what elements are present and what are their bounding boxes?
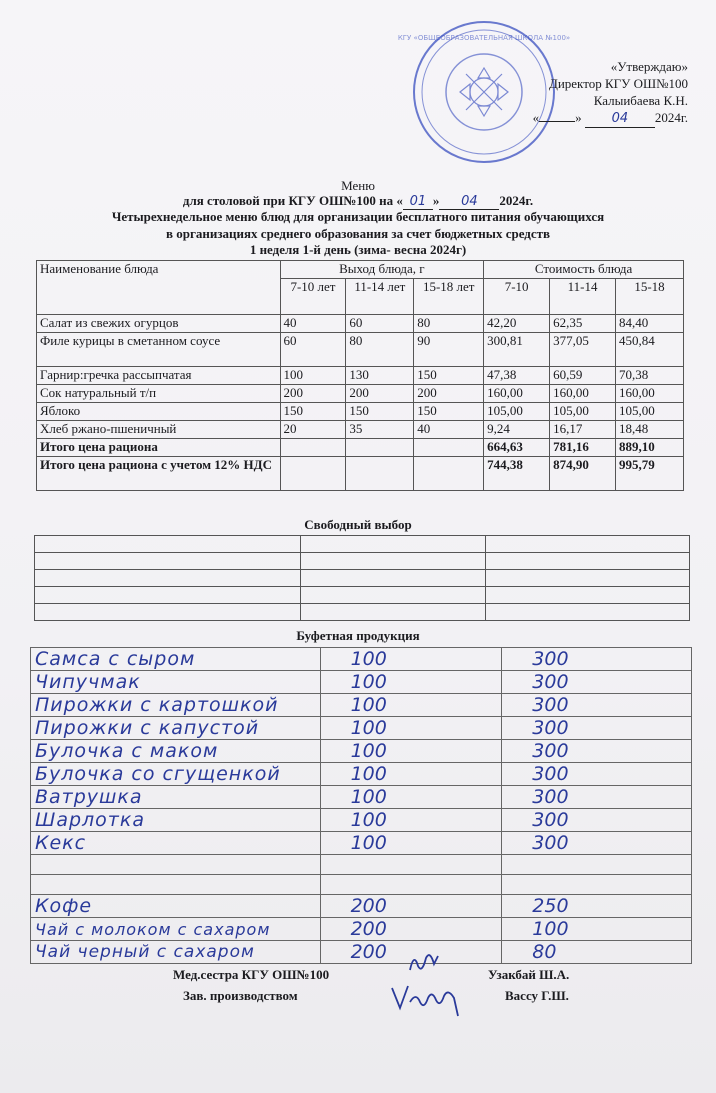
- table-row: Хлеб ржано-пшеничный 20 35 40 9,24 16,17 18,48: [37, 421, 684, 439]
- approval-name: Калыибаева К.Н.: [593, 93, 688, 108]
- total-vat-row: Итого цена рациона с учетом 12% НДС 744,38 874,90 995,79: [37, 457, 684, 491]
- manager-title: Зав. производством: [183, 988, 298, 1003]
- table-row: Шарлотка 100 300: [31, 809, 692, 832]
- col-cost: Стоимость блюда: [484, 261, 684, 279]
- menu-day: 01: [403, 194, 433, 210]
- age-group: 15-18 лет: [414, 279, 484, 315]
- menu-description-2: в организациях среднего образования за счет бюджетных средств: [165, 226, 551, 241]
- table-row: [31, 875, 692, 895]
- table-row: [35, 536, 690, 553]
- table-row: Филе курицы в сметанном соусе 60 80 90 300,81 377,05 450,84: [37, 333, 684, 367]
- nurse-name: Узакбай Ш.А.: [488, 967, 570, 982]
- age-group: 11-14 лет: [346, 279, 414, 315]
- manager-signature: [388, 978, 468, 1022]
- age-group: 7-10 лет: [280, 279, 346, 315]
- buffet-table: [30, 647, 692, 964]
- stamp-text: КГУ «ОБЩЕОБРАЗОВАТЕЛЬНАЯ ШКОЛА №100»: [397, 34, 571, 42]
- approval-block: [533, 58, 688, 128]
- table-row: Гарнир:гречка рассыпчатая 100 130 150 47,38 60,59 70,38: [37, 367, 684, 385]
- cost-group: 15-18: [616, 279, 684, 315]
- cost-group: 11-14: [550, 279, 616, 315]
- table-row: Чай черный с сахаром 200 80: [31, 941, 692, 964]
- table-row: [35, 604, 690, 621]
- table-row: Ватрушка 100 300: [31, 786, 692, 809]
- approval-position: Директор КГУ ОШ№100: [548, 76, 688, 91]
- table-row: Булочка со сгущенкой 100 300: [31, 763, 692, 786]
- menu-month: 04: [439, 194, 499, 210]
- table-row: [35, 570, 690, 587]
- nurse-title: Мед.сестра КГУ ОШ№100: [173, 967, 330, 982]
- table-row: Кофе 200 250: [31, 895, 692, 918]
- table-row: [31, 855, 692, 875]
- menu-week-day: 1 неделя 1-й день (зима- весна 2024г): [249, 242, 467, 257]
- table-row: Булочка с маком 100 300: [31, 740, 692, 763]
- total-row: Итого цена рациона 664,63 781,16 889,10: [37, 439, 684, 457]
- table-row: Яблоко 150 150 150 105,00 105,00 105,00: [37, 403, 684, 421]
- menu-subtitle: для столовой при КГУ ОШ№100 на « 01 » 04 2024г.: [182, 193, 534, 209]
- buffet-title: Буфетная продукция: [296, 628, 420, 643]
- table-row: Пирожки с капустой 100 300: [31, 717, 692, 740]
- cost-group: 7-10: [484, 279, 550, 315]
- menu-description: Четырехнедельное меню блюд для организации бесплатного питания обучающихся: [111, 209, 605, 224]
- menu-title: Меню: [341, 178, 375, 193]
- table-row: Пирожки с картошкой 100 300: [31, 694, 692, 717]
- table-row: Чай с молоком с сахаром 200 100: [31, 918, 692, 941]
- table-row: Самса с сыром 100 300: [31, 648, 692, 671]
- table-row: Сок натуральный т/п 200 200 200 160,00 160,00 160,00: [37, 385, 684, 403]
- free-choice-title: Свободный выбор: [304, 517, 412, 532]
- nurse-signature: [404, 948, 444, 978]
- col-dish-name: Наименование блюда: [37, 261, 281, 315]
- col-output: Выход блюда, г: [280, 261, 484, 279]
- approval-month: 04: [585, 110, 655, 128]
- table-row: [35, 587, 690, 604]
- approval-word: «Утверждаю»: [610, 59, 688, 74]
- approval-date: « » 04 2024г.: [532, 110, 688, 126]
- manager-name: Вассу Г.Ш.: [505, 988, 569, 1003]
- table-row: [35, 553, 690, 570]
- free-choice-table: [34, 535, 690, 621]
- main-menu-table: [36, 260, 684, 491]
- table-row: Салат из свежих огурцов 40 60 80 42,20 62,35 84,40: [37, 315, 684, 333]
- table-row: Кекс 100 300: [31, 832, 692, 855]
- table-row: Чипучмак 100 300: [31, 671, 692, 694]
